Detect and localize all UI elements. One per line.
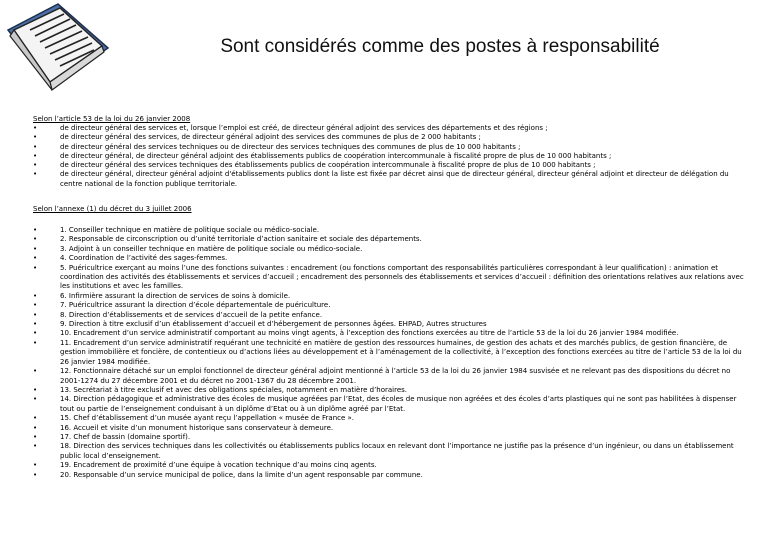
section-decret-annexe: [33, 205, 748, 480]
list-item: • 3. Adjoint à un conseiller technique en matière de politique sociale ou médico-sociale.: [33, 245, 748, 254]
list-item: • 16. Accueil et visite d’un monument historique sans conservateur à demeure.: [33, 424, 748, 433]
list-item: • 20. Responsable d’un service municipal de police, dans la limite d’un agent responsable par commune.: [33, 471, 748, 480]
book-icon: [0, 0, 112, 98]
list-item: • 10. Encadrement d’un service administratif comportant au moins vingt agents, à l’exception des fonctions exercées au titre de l’article 53 de la loi du 26 janvier 1984 modifiée.: [33, 329, 748, 338]
bullet-list: [33, 226, 748, 480]
section-heading: Selon l’article 53 de la loi du 26 janvier 2008: [33, 115, 191, 123]
list-item: • de directeur général des services et, lorsque l’emploi est créé, de directeur général adjoint des services des départements et des régions ;: [33, 124, 748, 133]
list-item: • 12. Fonctionnaire détaché sur un emploi fonctionnel de directeur général adjoint mentionné à l’article 53 de la loi du 26 janvier 1984 susvisée et ne relevant pas des dispositions du décret no 2001-1274 du 27 décembre 2001 et du décret no 2001-1367 du 28 décembre 2001.: [33, 367, 748, 386]
list-item: • 9. Direction à titre exclusif d’un établissement d’accueil et d’hébergement de personnes âgées. EHPAD, Autres structures: [33, 320, 748, 329]
list-item: • 11. Encadrement d’un service administratif requérant une technicité en matière de gestion des ressources humaines, de gestion des achats et des marchés publics, de gestion financière, de gestion immobilière et foncière, de contentieux ou d’actions liées au développement et à l’aménagement de la collectivité, à l’exception des fonctions exercées au titre de l’article 53 de la loi du 26 janvier 1984 modifiée.: [33, 339, 748, 367]
list-item: • de directeur général des services techniques ou de directeur des services techniques des communes de plus de 10 000 habitants ;: [33, 143, 748, 152]
bullet-list: [33, 124, 748, 189]
list-item: • 2. Responsable de circonscription ou d’unité territoriale d’action sanitaire et sociale des départements.: [33, 235, 748, 244]
list-item: • 6. Infirmière assurant la direction de services de soins à domicile.: [33, 292, 748, 301]
list-item: • 4. Coordination de l’activité des sages-femmes.: [33, 254, 748, 263]
list-item: • de directeur général des services techniques des établissements publics de coopération intercommunale à fiscalité propre de plus de 10 000 habitants ;: [33, 161, 748, 170]
list-item: • 5. Puéricultrice exerçant au moins l’une des fonctions suivantes : encadrement (ou fonctions comportant des responsabilités particulières correspondant à leur qualification) : animation et coordination des activités des établissements et services d’accueil ; encadrement des personnels des établissements et services d’accueil : définition des orientations relatives aux relations avec les institutions et avec les familles.: [33, 264, 748, 292]
list-item: • 17. Chef de bassin (domaine sportif).: [33, 433, 748, 442]
list-item: • 15. Chef d’établissement d’un musée ayant reçu l’appellation « musée de France ».: [33, 414, 748, 423]
list-item: • 13. Secrétariat à titre exclusif et avec des obligations spéciales, notamment en matière d’horaires.: [33, 386, 748, 395]
list-item: • 14. Direction pédagogique et administrative des écoles de musique agréées par l’Etat, des écoles de musique non agréées et des écoles d’arts plastiques qui ne sont pas habilitées à dispenser tout ou partie de l’enseignement conduisant à un diplôme d’Etat ou à un diplôme agréé par l’Etat.: [33, 395, 748, 414]
section-heading: Selon l’annexe (1) du décret du 3 juillet 2006: [33, 205, 192, 213]
list-item: • de directeur général, de directeur général adjoint des établissements publics de coopération intercommunale à fiscalité propre de plus de 10 000 habitants ;: [33, 152, 748, 161]
list-item: • de directeur général des services, de directeur général adjoint des services des communes de plus de 2 000 habitants ;: [33, 133, 748, 142]
section-article-53: [33, 115, 748, 189]
list-item: • 7. Puéricultrice assurant la direction d’école départementale de puériculture.: [33, 301, 748, 310]
list-item: • 8. Direction d’établissements et de services d’accueil de la petite enfance.: [33, 311, 748, 320]
list-item: • 19. Encadrement de proximité d’une équipe à vocation technique d’au moins cinq agents.: [33, 461, 748, 470]
list-item: • 1. Conseiller technique en matière de politique sociale ou médico-sociale.: [33, 226, 748, 235]
list-item: • de directeur général, directeur général adjoint d'établissements publics dont la liste est fixée par décret ainsi que de directeur général, directeur général adjoint et directeur de délégation du centre national de la fonction publique territoriale.: [33, 170, 748, 189]
page-title: Sont considérés comme des postes à responsabilité: [220, 36, 660, 57]
list-item: • 18. Direction des services techniques dans les collectivités ou établissements publics locaux en relevant dont l’importance ne justifie pas la présence d’un ingénieur, ou dans un établissement public local d’enseignement.: [33, 442, 748, 461]
